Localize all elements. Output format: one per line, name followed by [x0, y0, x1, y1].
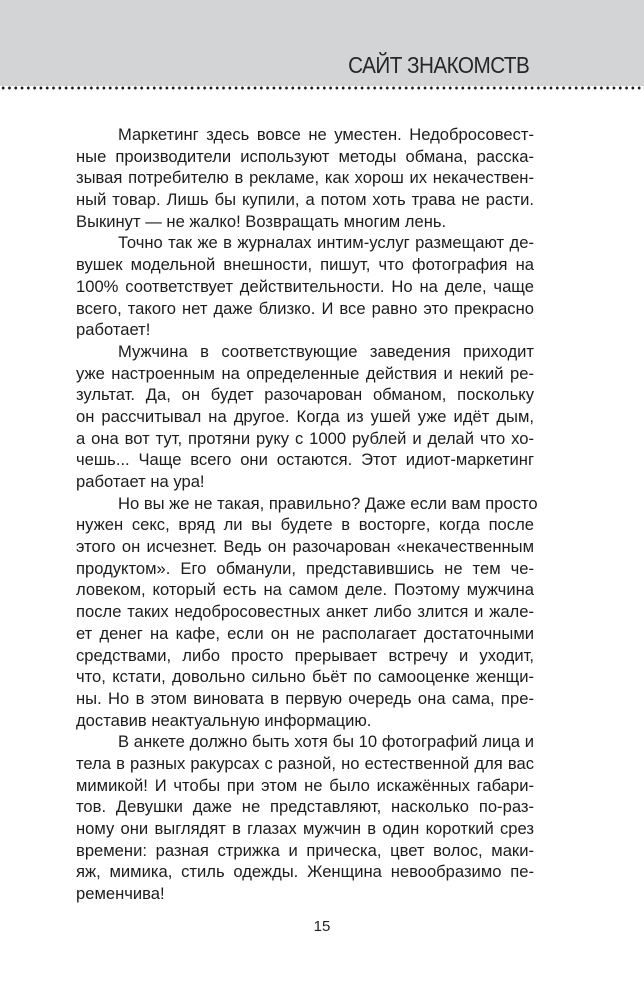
page-number: 15 [313, 918, 331, 935]
text-line: яж, мимика, стиль одежды. Женщина невообразимо пе- [76, 862, 534, 882]
paragraph [76, 341, 534, 493]
text-line: продуктом». Его обманули, представившись не тем че- [76, 558, 534, 578]
body-text [76, 124, 538, 905]
paragraph [76, 124, 534, 232]
text-line: ны. Но в этом виновата в первую очередь она сама, пре- [76, 688, 534, 708]
text-line: тела в разных ракурсах с разной, но естественной для вас [76, 753, 534, 773]
text-line: уже настроенным на определенные действия и некий ре- [76, 363, 534, 383]
text-line: а она вот тут, протяни руку с 1000 рублей и делай что хо- [76, 428, 534, 448]
text-line: времени: разная стрижка и прическа, цвет волос, маки- [76, 840, 534, 860]
text-line: ременчива! [76, 884, 165, 904]
text-line: ловеком, который есть на самом деле. Поэтому мужчина [76, 580, 534, 600]
text-line: зывая потребителю в рекламе, как хорош их некачествен- [76, 168, 534, 188]
text-line: вушек модельной внешности, пишут, что фотография на [76, 255, 534, 275]
text-line: зультат. Да, он будет разочарован обманом, поскольку [76, 385, 534, 405]
text-line: ные производители используют методы обмана, расска- [76, 146, 534, 166]
text-line: что, кстати, довольно сильно бьёт по самооценке женщи- [76, 667, 534, 687]
text-line: он рассчитывал на другое. Когда из ушей уже идёт дым, [76, 406, 534, 426]
paragraph [76, 493, 538, 732]
text-line: Но вы же не такая, правильно? Даже если вам просто [118, 493, 538, 513]
paragraph [76, 232, 534, 340]
text-line: средствами, либо просто прерывает встречу и уходит, [76, 645, 534, 665]
text-line: чешь... Чаще всего они остаются. Этот идиот-маркетинг [76, 450, 534, 470]
text-line: всего, такого нет даже близко. И все равно это прекрасно [76, 298, 534, 318]
text-line: ный товар. Лишь бы купили, а потом хоть трава не расти. [76, 190, 534, 210]
text-line: Маркетинг здесь вовсе не уместен. Недобросовест- [118, 125, 534, 144]
text-line: доставив неактуальную информацию. [76, 710, 372, 730]
running-title: САЙТ ЗНАКОМСТВ [347, 52, 529, 78]
text-line: этого он исчезнет. Ведь он разочарован «некачественным [76, 537, 534, 557]
text-line: нужен секс, вряд ли вы будете в восторге, когда после [76, 515, 534, 535]
paragraph [76, 731, 534, 905]
text-line: ному они выглядят в глазах мужчин в один короткий срез [76, 819, 534, 838]
text-line: 100% соответствует действительности. Но на деле, чаще [76, 276, 534, 296]
text-line: работает на ура! [76, 472, 205, 491]
text-line: работает! [76, 320, 151, 340]
text-line: ет денег на кафе, если он не располагает достаточными [76, 623, 534, 643]
text-line: Мужчина в соответствующие заведения приходит [118, 341, 534, 361]
text-line: мимикой! И чтобы при этом не было искажённых габари- [76, 775, 534, 795]
header-band [0, 0, 644, 86]
text-line: после таких недобросовестных анкет либо злится и жале- [76, 602, 534, 622]
text-line: тов. Девушки даже не представляют, насколько по-раз- [76, 797, 534, 817]
text-line: Точно так же в журналах интим-услуг размещают де- [118, 233, 534, 253]
text-line: Выкинут — не жалко! Возвращать многим лень. [76, 211, 447, 231]
dotted-divider [0, 86, 644, 90]
text-line: В анкете должно быть хотя бы 10 фотографий лица и [118, 732, 534, 752]
